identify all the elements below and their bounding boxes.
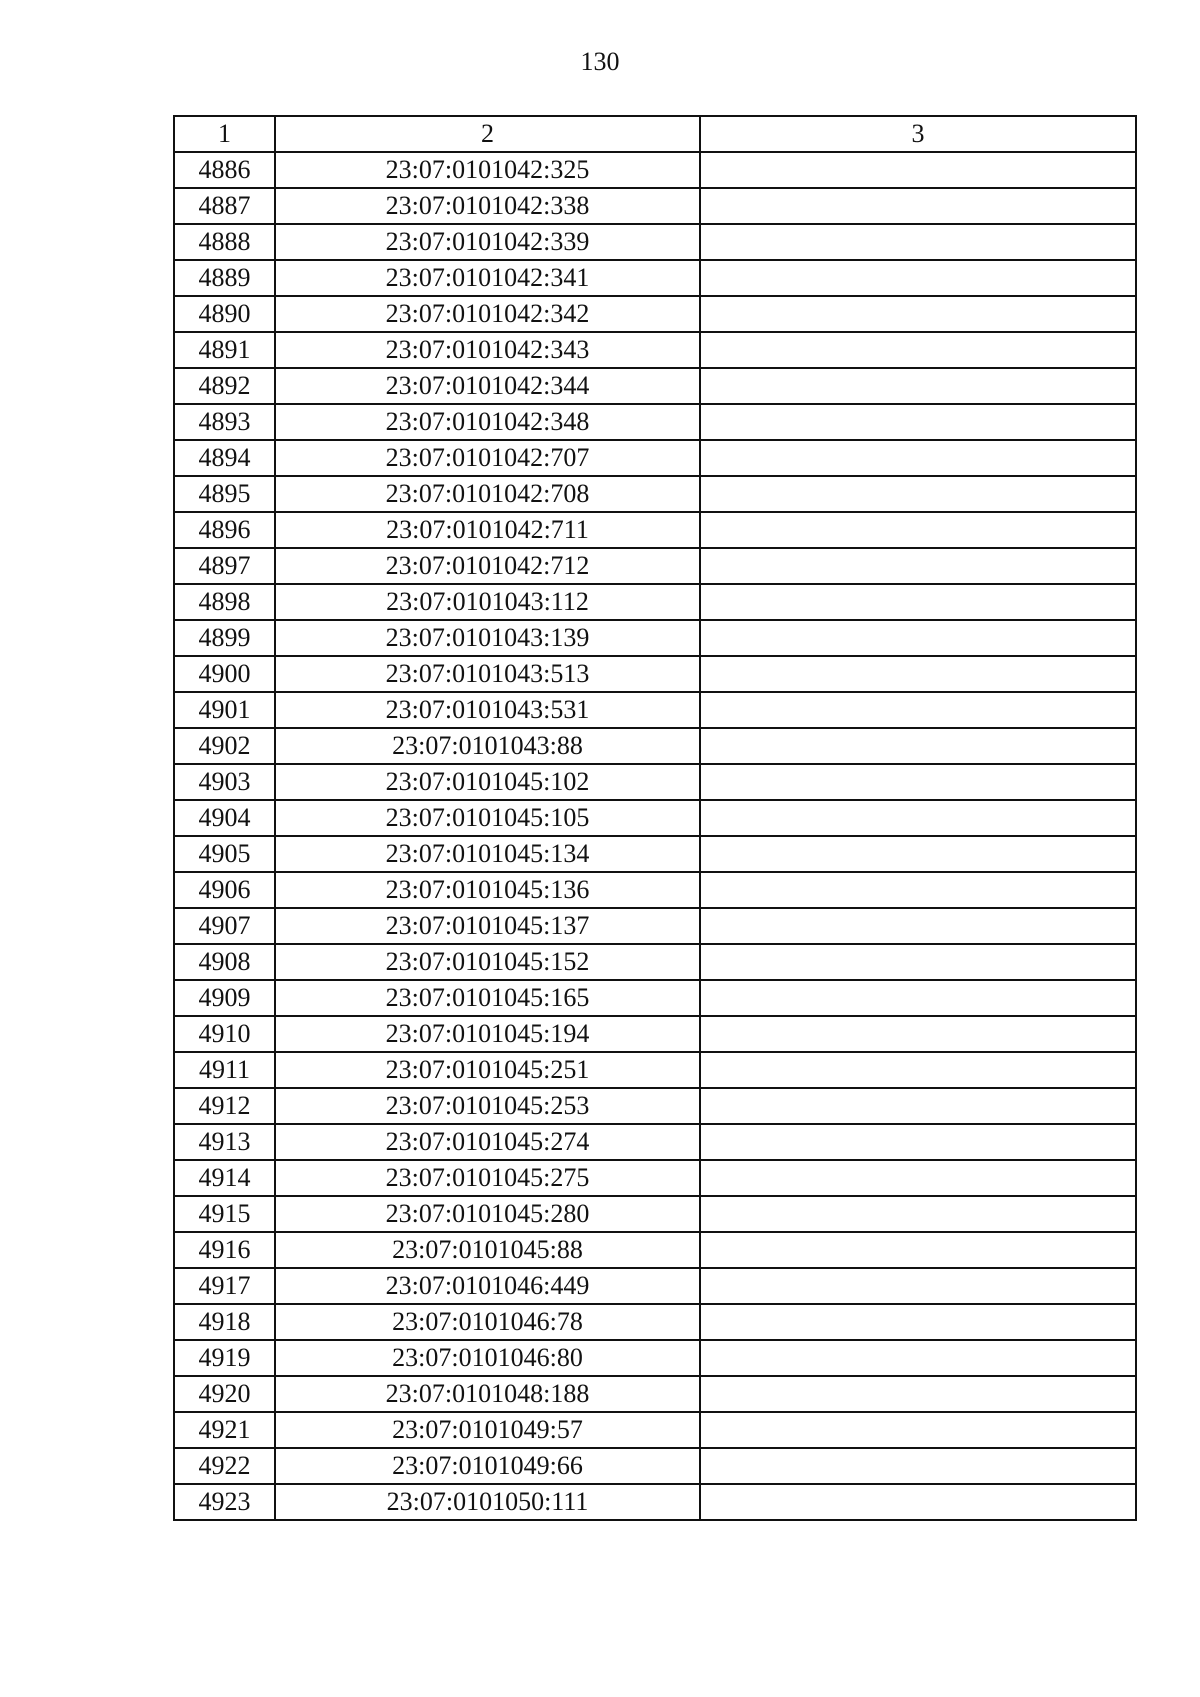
table-row [174,224,1136,260]
table-row [174,404,1136,440]
cadastral-number-cell: 23:07:0101042:325 [275,152,700,188]
notes-cell [700,512,1136,548]
table-row [174,872,1136,908]
table-row [174,1340,1136,1376]
row-number-cell: 4916 [174,1232,275,1268]
cadastral-number-cell: 23:07:0101049:57 [275,1412,700,1448]
cadastral-number-cell: 23:07:0101043:88 [275,728,700,764]
notes-cell [700,1412,1136,1448]
row-number-cell: 4923 [174,1484,275,1520]
cadastral-number-cell: 23:07:0101045:253 [275,1088,700,1124]
notes-cell [700,440,1136,476]
table-row [174,1232,1136,1268]
row-number-cell: 4918 [174,1304,275,1340]
cadastral-number-cell: 23:07:0101042:707 [275,440,700,476]
table-row [174,1448,1136,1484]
notes-cell [700,1304,1136,1340]
row-number-cell: 4909 [174,980,275,1016]
row-number-cell: 4896 [174,512,275,548]
notes-cell [700,656,1136,692]
row-number-cell: 4891 [174,332,275,368]
row-number-cell: 4921 [174,1412,275,1448]
row-number-cell: 4890 [174,296,275,332]
notes-cell [700,296,1136,332]
cadastral-number-cell: 23:07:0101045:102 [275,764,700,800]
cadastral-number-cell: 23:07:0101045:152 [275,944,700,980]
notes-cell [700,1484,1136,1520]
table-row [174,764,1136,800]
cadastral-number-cell: 23:07:0101045:275 [275,1160,700,1196]
notes-cell [700,1196,1136,1232]
row-number-cell: 4914 [174,1160,275,1196]
row-number-cell: 4899 [174,620,275,656]
cadastral-number-cell: 23:07:0101043:513 [275,656,700,692]
row-number-cell: 4887 [174,188,275,224]
table-row [174,1376,1136,1412]
cadastral-number-cell: 23:07:0101046:449 [275,1268,700,1304]
cadastral-number-cell: 23:07:0101042:708 [275,476,700,512]
table-row [174,368,1136,404]
notes-cell [700,1340,1136,1376]
table-row [174,584,1136,620]
table-row [174,1196,1136,1232]
notes-cell [700,476,1136,512]
row-number-cell: 4910 [174,1016,275,1052]
cadastral-number-cell: 23:07:0101042:344 [275,368,700,404]
row-number-cell: 4915 [174,1196,275,1232]
cadastral-number-cell: 23:07:0101042:712 [275,548,700,584]
table-row [174,728,1136,764]
notes-cell [700,944,1136,980]
table-row [174,296,1136,332]
notes-cell [700,188,1136,224]
cadastral-number-cell: 23:07:0101042:348 [275,404,700,440]
cadastral-number-cell: 23:07:0101045:134 [275,836,700,872]
notes-cell [700,872,1136,908]
row-number-cell: 4905 [174,836,275,872]
table-row [174,656,1136,692]
cadastral-number-cell: 23:07:0101045:194 [275,1016,700,1052]
row-number-cell: 4900 [174,656,275,692]
table-row [174,1268,1136,1304]
row-number-cell: 4888 [174,224,275,260]
cadastral-number-cell: 23:07:0101042:342 [275,296,700,332]
table-row [174,548,1136,584]
notes-cell [700,152,1136,188]
table-row [174,944,1136,980]
table-row [174,476,1136,512]
table-row [174,1016,1136,1052]
table-row [174,1052,1136,1088]
header-cell-3: 3 [700,116,1136,152]
row-number-cell: 4895 [174,476,275,512]
cadastral-number-cell: 23:07:0101042:339 [275,224,700,260]
cadastral-number-cell: 23:07:0101042:343 [275,332,700,368]
notes-cell [700,800,1136,836]
row-number-cell: 4892 [174,368,275,404]
row-number-cell: 4904 [174,800,275,836]
cadastral-number-cell: 23:07:0101043:139 [275,620,700,656]
cadastral-number-cell: 23:07:0101042:341 [275,260,700,296]
notes-cell [700,836,1136,872]
cadastral-number-cell: 23:07:0101043:112 [275,584,700,620]
notes-cell [700,1268,1136,1304]
row-number-cell: 4907 [174,908,275,944]
notes-cell [700,764,1136,800]
table-row [174,152,1136,188]
page-number: 130 [580,47,620,76]
row-number-cell: 4903 [174,764,275,800]
cadastral-number-cell: 23:07:0101046:80 [275,1340,700,1376]
notes-cell [700,1016,1136,1052]
cadastral-number-cell: 23:07:0101043:531 [275,692,700,728]
notes-cell [700,692,1136,728]
notes-cell [700,224,1136,260]
row-number-cell: 4917 [174,1268,275,1304]
cadastral-number-cell: 23:07:0101045:251 [275,1052,700,1088]
notes-cell [700,728,1136,764]
row-number-cell: 4911 [174,1052,275,1088]
table-row [174,836,1136,872]
table-row [174,1304,1136,1340]
notes-cell [700,1160,1136,1196]
header-cell-2: 2 [275,116,700,152]
cadastral-number-cell: 23:07:0101050:111 [275,1484,700,1520]
row-number-cell: 4889 [174,260,275,296]
table-row [174,908,1136,944]
table-row [174,260,1136,296]
cadastral-number-cell: 23:07:0101046:78 [275,1304,700,1340]
notes-cell [700,260,1136,296]
cadastral-number-cell: 23:07:0101045:137 [275,908,700,944]
row-number-cell: 4919 [174,1340,275,1376]
cadastral-number-cell: 23:07:0101042:338 [275,188,700,224]
row-number-cell: 4913 [174,1124,275,1160]
table-row [174,188,1136,224]
table-row [174,440,1136,476]
notes-cell [700,908,1136,944]
notes-cell [700,548,1136,584]
row-number-cell: 4898 [174,584,275,620]
table-row [174,512,1136,548]
notes-cell [700,584,1136,620]
row-number-cell: 4902 [174,728,275,764]
cadastral-table [173,115,1137,1521]
cadastral-number-cell: 23:07:0101045:274 [275,1124,700,1160]
table-body [174,116,1136,1520]
row-number-cell: 4897 [174,548,275,584]
notes-cell [700,1088,1136,1124]
header-cell-1: 1 [174,116,275,152]
cadastral-number-cell: 23:07:0101045:280 [275,1196,700,1232]
row-number-cell: 4906 [174,872,275,908]
notes-cell [700,1232,1136,1268]
cadastral-number-cell: 23:07:0101045:105 [275,800,700,836]
cadastral-number-cell: 23:07:0101048:188 [275,1376,700,1412]
row-number-cell: 4922 [174,1448,275,1484]
table-row [174,692,1136,728]
notes-cell [700,404,1136,440]
cadastral-number-cell: 23:07:0101045:165 [275,980,700,1016]
row-number-cell: 4920 [174,1376,275,1412]
row-number-cell: 4912 [174,1088,275,1124]
table-row [174,620,1136,656]
cadastral-number-cell: 23:07:0101042:711 [275,512,700,548]
cadastral-number-cell: 23:07:0101045:88 [275,1232,700,1268]
table-row [174,800,1136,836]
notes-cell [700,332,1136,368]
notes-cell [700,980,1136,1016]
notes-cell [700,1052,1136,1088]
row-number-cell: 4894 [174,440,275,476]
table-row [174,1088,1136,1124]
table-header-row [174,116,1136,152]
table-row [174,332,1136,368]
row-number-cell: 4893 [174,404,275,440]
row-number-cell: 4908 [174,944,275,980]
notes-cell [700,1448,1136,1484]
notes-cell [700,1124,1136,1160]
cadastral-number-cell: 23:07:0101049:66 [275,1448,700,1484]
row-number-cell: 4886 [174,152,275,188]
table-row [174,1124,1136,1160]
table-row [174,980,1136,1016]
notes-cell [700,368,1136,404]
table-row [174,1484,1136,1520]
table-row [174,1160,1136,1196]
row-number-cell: 4901 [174,692,275,728]
notes-cell [700,1376,1136,1412]
table-row [174,1412,1136,1448]
cadastral-number-cell: 23:07:0101045:136 [275,872,700,908]
notes-cell [700,620,1136,656]
